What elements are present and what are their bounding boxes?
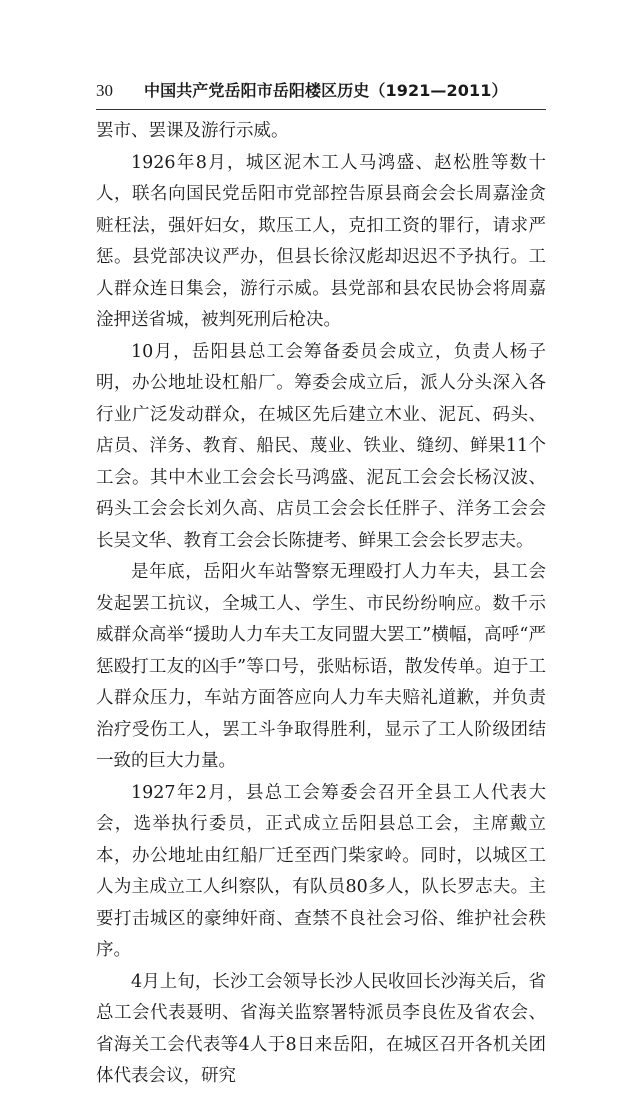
paragraph: 是年底，岳阳火车站警察无理殴打人力车夫，县工会发起罢工抗议，全城工人、学生、市民纷纷响应。数千示威群众高举“援助人力车夫工友同盟大罢工”横幅，高呼“严惩殴打工友的凶手”等口号，张贴标语，散发传单。迫于工人群众压力，车站方面答应向人力车夫赔礼道歉，并负责治疗受伤工人，罢工斗争取得胜利，显示了工人阶级团结一致的巨大力量。 [96,562,546,771]
paragraph-continuation: 罢市、罢课及游行示威。 [96,121,289,141]
paragraph: 1926年8月，城区泥木工人马鸿盛、赵松胜等数十人，联名向国民党岳阳市党部控告原县商会会长周嘉淦贪赃枉法，强奸妇女，欺压工人，克扣工资的罪行，请求严惩。县党部决议严办，但县长徐汉彪却迟迟不予执行。工人群众连日集会，游行示威。县党部和县农民协会将周嘉淦押送省城，被判死刑后枪决。 [96,152,546,330]
paragraph: 1927年2月，县总工会筹委会召开全县工人代表大会，选举执行委员，正式成立岳阳县总工会，主席戴立本，办公地址由红船厂迁至西门柴家岭。同时，以城区工人为主成立工人纠察队，有队员80多人，队长罗志夫。主要打击城区的豪绅奸商、查禁不良社会习俗、维护社会秩序。 [96,782,546,960]
header-divider [96,109,546,110]
page-header [96,78,546,104]
book-title: 中国共产党岳阳市岳阳楼区历史（1921—2011） [144,81,508,100]
paragraph: 4月上旬，长沙工会领导长沙人民收回长沙海关后，省总工会代表聂明、省海关监察署特派员李良佐及省农会、省海关工会代表等4人于8日来岳阳，在城区召开各机关团体代表会议，研究 [96,971,546,1086]
paragraph: 10月，岳阳县总工会筹备委员会成立，负责人杨子明，办公地址设杠船厂。筹委会成立后，派人分头深入各行业广泛发动群众，在城区先后建立木业、泥瓦、码头、店员、洋务、教育、船民、蔑业、铁业、缝纫、鲜果11个工会。其中木业工会会长马鸿盛、泥瓦工会会长杨汉波、码头工会会长刘久高、店员工会会长任胖子、洋务工会会长吴文华、教育工会会长陈捷考、鲜果工会会长罗志夫。 [96,341,546,551]
page-number: 30 [96,81,113,100]
body-text [96,116,546,1093]
